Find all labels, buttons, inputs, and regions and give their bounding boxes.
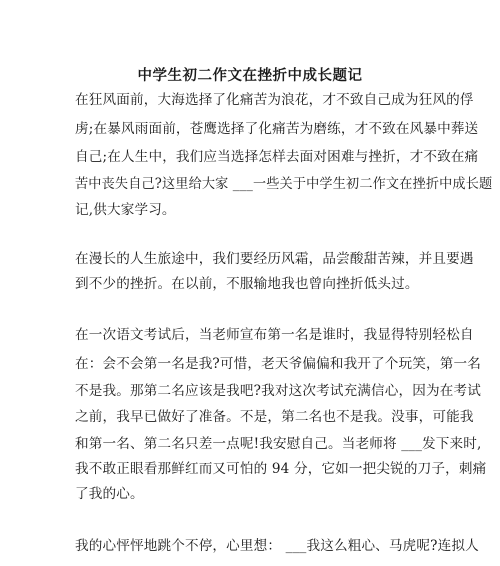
paragraph-line: 了我的心。 [75, 486, 144, 502]
paragraph-line: 在漫长的人生旅途中，我们要经历风霜，品尝酸甜苦辣，并且要遇 [75, 251, 474, 267]
paragraph-line: 虏;在暴风雨面前，苍鹰选择了化痛苦为磨练，才不致在风暴中葬送 [75, 121, 479, 137]
paragraph-line: 在一次语文考试后，当老师宣布第一名是谁时，我显得特别轻松自 [75, 327, 474, 343]
paragraph-line: 和第一名、第二名只差一点呢!我安慰自己。当老师将 ___发下来时, [75, 436, 482, 452]
paragraph-line: 记,供大家学习。 [75, 202, 176, 218]
paragraph-line: 之前，我早已做好了准备。不是，第二名也不是我。没事，可能我 [75, 409, 474, 425]
paragraph-line: 苦中丧失自己?这里给大家 ___一些关于中学生初二作文在挫折中成长题 [75, 176, 493, 192]
paragraph-line: 不是我。那第二名应该是我吧?我对这次考试充满信心，因为在考试 [75, 383, 482, 399]
paragraph-line: 我的心怦怦地跳个不停，心里想： ___我这么粗心、马虎呢?连拟人 [75, 538, 479, 554]
paragraph-line: 我不敢正眼看那鲜红而又可怕的 94 分，它如一把尖锐的刀子，刺痛 [75, 461, 487, 477]
paragraph-line: 自己;在人生中，我们应当选择怎样去面对困难与挫折，才不致在痛 [75, 149, 479, 165]
paragraph-line: 在：会不会第一名是我?可惜，老天爷偏偏和我开了个玩笑，第一名 [75, 356, 482, 372]
paragraph-line: 在狂风面前，大海选择了化痛苦为浪花，才不致自己成为狂风的俘 [75, 92, 474, 108]
document-title: 中学生初二作文在挫折中成长题记 [137, 67, 363, 84]
paragraph-line: 到不少的挫折。在以前，不服输地我也曾向挫折低头过。 [75, 276, 419, 292]
